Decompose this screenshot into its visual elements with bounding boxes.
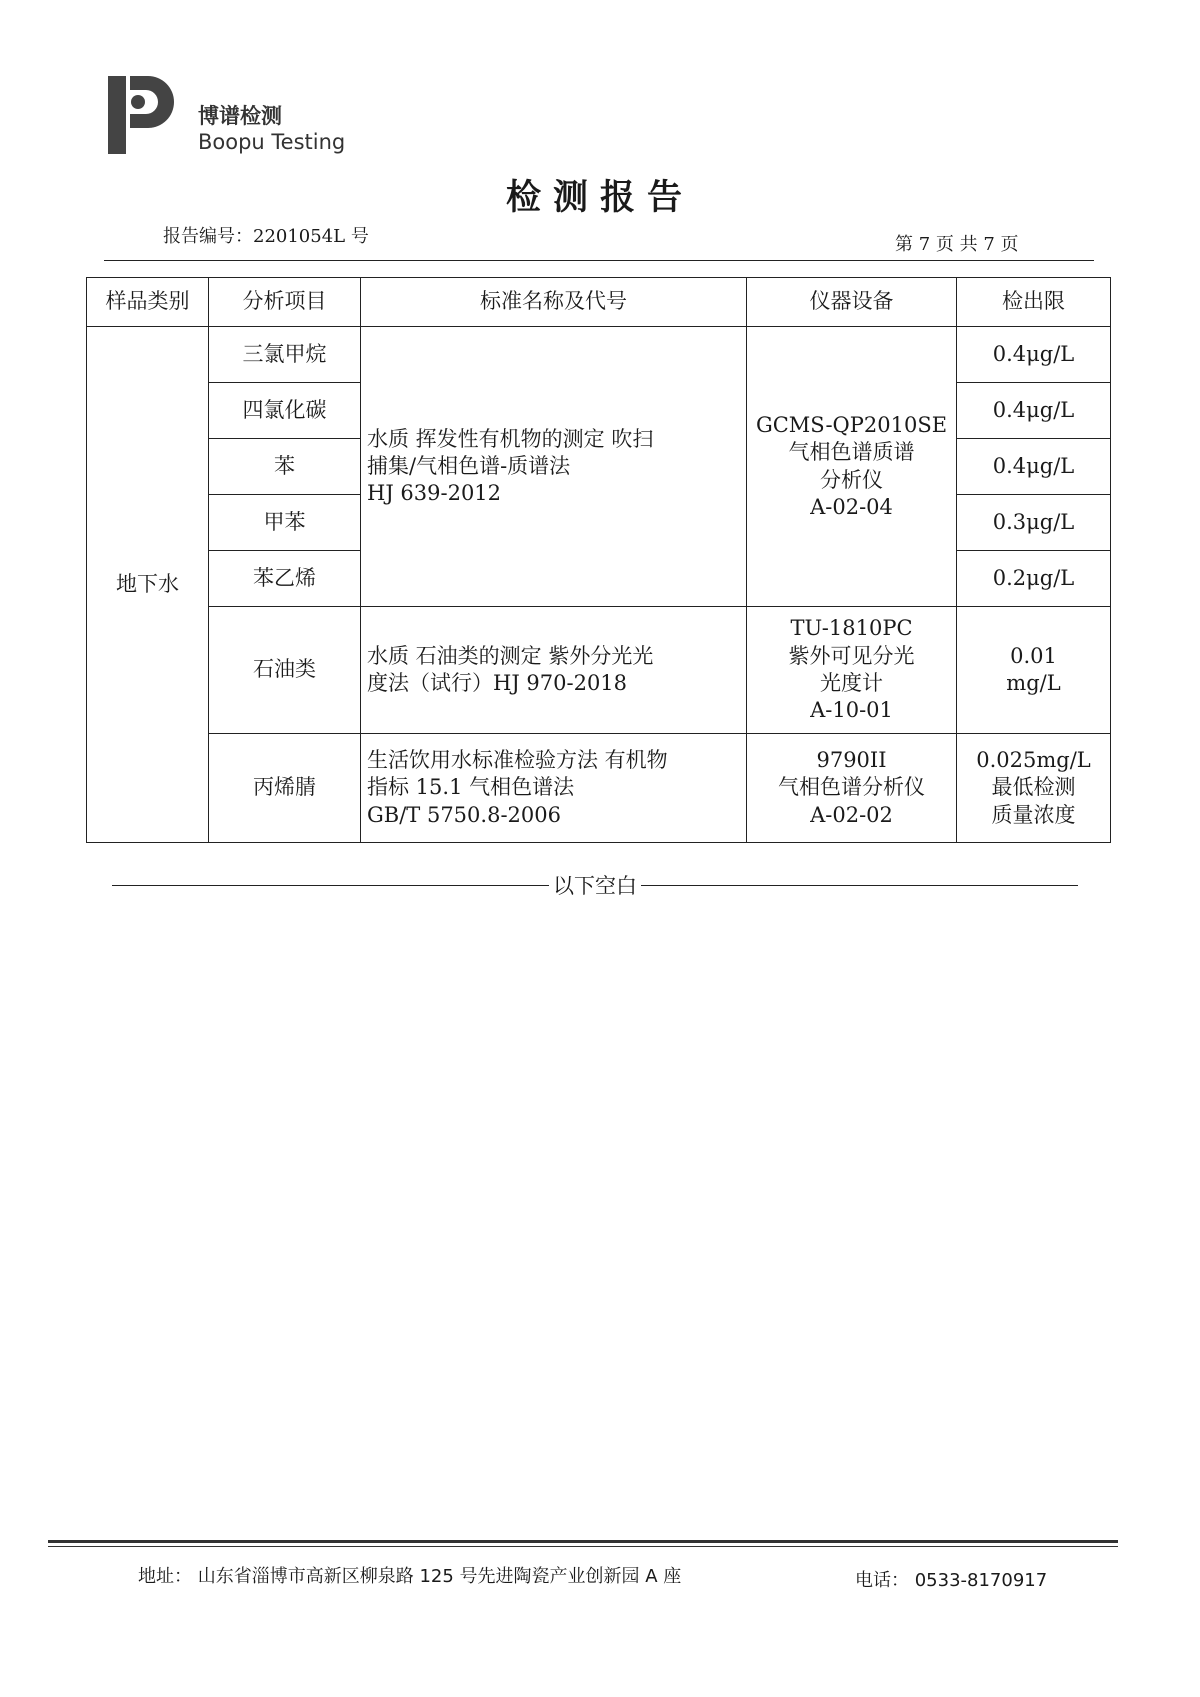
detection-limit-cell: 0.4μg/L (957, 383, 1111, 439)
results-table (86, 277, 1111, 843)
blank-dash-left (112, 885, 549, 886)
brand-name-cn: 博谱检测 (198, 104, 282, 128)
standard-cell: 水质 石油类的测定 紫外分光光 度法（试行）HJ 970-2018 (361, 607, 747, 734)
instrument-cell: GCMS-QP2010SE 气相色谱质谱 分析仪 A-02-04 (747, 327, 957, 607)
detection-limit-cell: 0.3μg/L (957, 495, 1111, 551)
blank-below-marker (112, 870, 1078, 900)
table-row (87, 734, 1111, 843)
analysis-item-cell: 苯乙烯 (209, 551, 361, 607)
brand-name-en: Boopu Testing (198, 130, 346, 154)
company-phone: 电话： 0533-8170917 (855, 1570, 1048, 1591)
instrument-cell: 9790II 气相色谱分析仪 A-02-02 (747, 734, 957, 843)
detection-limit-cell: 0.2μg/L (957, 551, 1111, 607)
analysis-item-cell: 四氯化碳 (209, 383, 361, 439)
detection-limit-cell: 0.025mg/L 最低检测 质量浓度 (957, 734, 1111, 843)
report-number: 报告编号：2201054L 号 (163, 226, 369, 247)
detection-limit-cell: 0.01 mg/L (957, 607, 1111, 734)
col-header-sample-type: 样品类别 (87, 278, 209, 327)
detection-limit-cell: 0.4μg/L (957, 327, 1111, 383)
analysis-item-cell: 甲苯 (209, 495, 361, 551)
col-header-analysis-item: 分析项目 (209, 278, 361, 327)
analysis-item-cell: 三氯甲烷 (209, 327, 361, 383)
col-header-detection-limit: 检出限 (957, 278, 1111, 327)
analysis-item-cell: 苯 (209, 439, 361, 495)
blank-below-text: 以下空白 (553, 874, 637, 898)
detection-limit-cell: 0.4μg/L (957, 439, 1111, 495)
blank-dash-right (641, 885, 1078, 886)
footer-divider-thick (48, 1540, 1118, 1543)
table-row (87, 607, 1111, 734)
standard-cell: 水质 挥发性有机物的测定 吹扫 捕集/气相色谱-质谱法 HJ 639-2012 (361, 327, 747, 607)
results-table-container (86, 277, 1110, 843)
boopu-logo-icon (108, 76, 174, 154)
col-header-standard: 标准名称及代号 (361, 278, 747, 327)
company-address: 地址： 山东省淄博市高新区柳泉路 125 号先进陶瓷产业创新园 A 座 (138, 1566, 682, 1587)
table-header-row (87, 278, 1111, 327)
analysis-item-cell: 丙烯腈 (209, 734, 361, 843)
col-header-instrument: 仪器设备 (747, 278, 957, 327)
standard-cell: 生活饮用水标准检验方法 有机物 指标 15.1 气相色谱法 GB/T 5750.8-2006 (361, 734, 747, 843)
instrument-cell: TU-1810PC 紫外可见分光 光度计 A-10-01 (747, 607, 957, 734)
page-number: 第 7 页 共 7 页 (895, 234, 1019, 255)
sample-type-cell: 地下水 (87, 327, 209, 843)
report-title: 检测报告 (505, 177, 694, 218)
header-divider (104, 260, 1094, 261)
analysis-item-cell: 石油类 (209, 607, 361, 734)
footer-divider-thin (48, 1546, 1118, 1547)
table-row (87, 327, 1111, 383)
